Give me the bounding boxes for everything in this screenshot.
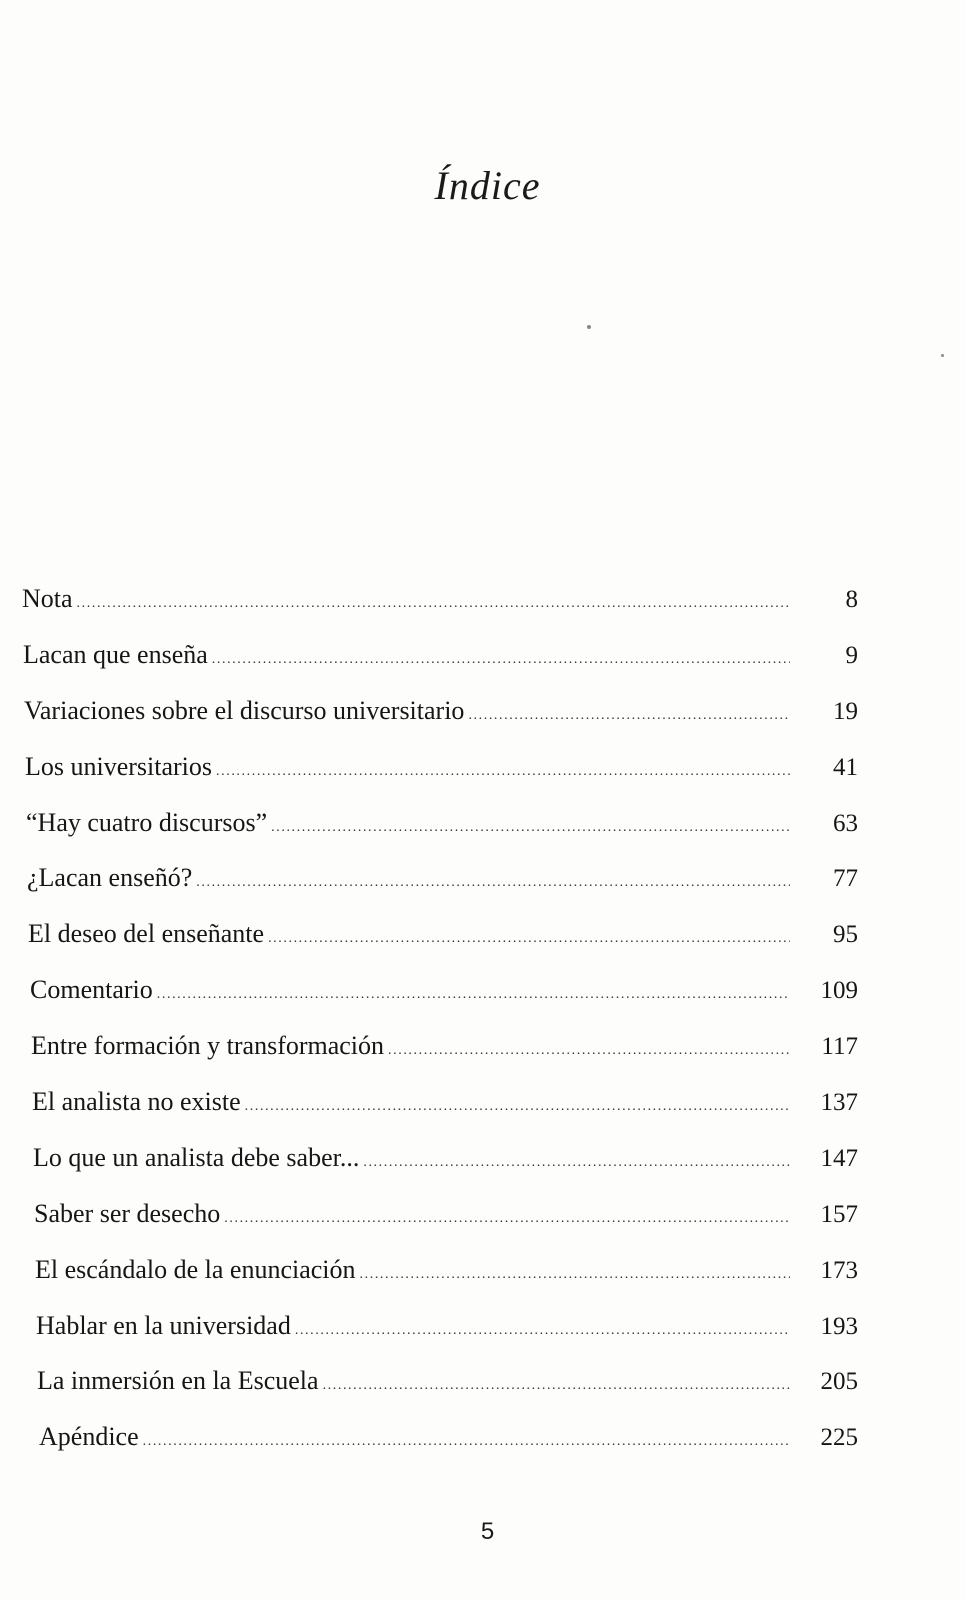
dot-leader: [212, 652, 790, 668]
toc-entry-page: 95: [833, 921, 858, 949]
toc-entry-title: Nota: [22, 584, 73, 613]
dot-leader: [224, 1211, 790, 1227]
print-speck: [941, 354, 944, 357]
toc-entry: [0, 1255, 965, 1311]
toc-entry: [0, 919, 965, 975]
toc-entry-page: 8: [845, 586, 858, 613]
dot-leader: [143, 1434, 790, 1450]
toc-entry-page: 9: [845, 641, 858, 669]
dot-leader: [271, 820, 790, 836]
toc-entry-title: “Hay cuatro discursos”: [26, 807, 268, 837]
toc-entry: [0, 696, 965, 752]
dot-leader: [323, 1378, 790, 1394]
dot-leader: [363, 1155, 790, 1171]
toc-entry: [0, 1199, 965, 1255]
toc-entry-title: Comentario: [30, 975, 153, 1005]
dot-leader: [245, 1099, 790, 1115]
toc-entry-title: Lacan que enseña: [23, 639, 208, 669]
toc-entry: [0, 1087, 965, 1143]
toc-entry-title: Saber ser desecho: [34, 1198, 221, 1228]
toc-entry-page: 205: [820, 1368, 858, 1396]
toc-entry: [0, 808, 965, 864]
page-number: 5: [480, 1518, 495, 1545]
toc-entry-page: 225: [820, 1424, 858, 1452]
page-title: Índice: [434, 163, 541, 208]
toc-entry: [0, 863, 965, 919]
toc-entry-page: 117: [821, 1033, 858, 1061]
toc-entry: [0, 1031, 965, 1087]
toc-entry-page: 77: [833, 865, 858, 893]
toc-entry-title: Los universitarios: [25, 751, 213, 781]
dot-leader: [268, 931, 790, 947]
toc-entry-page: 193: [820, 1312, 858, 1340]
toc-entry: [0, 640, 965, 696]
toc-entry-title: El deseo del enseñante: [28, 919, 265, 949]
toc-entry-page: 41: [833, 753, 858, 781]
dot-leader: [360, 1267, 790, 1283]
toc-entry: [0, 1422, 965, 1478]
toc-entry-title: Variaciones sobre el discurso universitario: [24, 695, 465, 725]
dot-leader: [216, 764, 790, 780]
toc-entry: [0, 975, 965, 1031]
toc-entry-page: 19: [833, 697, 858, 725]
print-speck: [587, 325, 591, 329]
dot-leader: [468, 708, 790, 724]
toc-entry-page: 63: [833, 809, 858, 837]
toc-entry: [0, 752, 965, 808]
toc-entry: [0, 584, 965, 640]
toc-entry-title: Lo que un analista debe saber...: [33, 1142, 360, 1172]
dot-leader: [295, 1323, 790, 1339]
toc-entry-title: ¿Lacan enseñó?: [27, 863, 193, 893]
toc-entry-title: Apéndice: [39, 1422, 139, 1452]
toc-entry: [0, 1311, 965, 1367]
toc-entry-page: 157: [820, 1200, 858, 1228]
toc-entry-title: Entre formación y transformación: [31, 1031, 385, 1061]
dot-leader: [196, 875, 790, 891]
toc-entry-page: 147: [820, 1144, 858, 1172]
toc-entry-title: El escándalo de la enunciación: [35, 1254, 356, 1284]
dot-leader: [77, 596, 790, 612]
toc-entry-page: 137: [820, 1089, 858, 1117]
toc-entry-page: 109: [820, 977, 858, 1005]
toc-entry-title: Hablar en la universidad: [36, 1310, 291, 1340]
dot-leader: [157, 987, 790, 1003]
table-of-contents: [0, 584, 965, 1478]
toc-entry-page: 173: [820, 1256, 858, 1284]
dot-leader: [388, 1043, 790, 1059]
toc-entry-title: La inmersión en la Escuela: [37, 1366, 319, 1396]
toc-entry-title: El analista no existe: [32, 1087, 241, 1117]
toc-entry: [0, 1366, 965, 1422]
toc-entry: [0, 1143, 965, 1199]
